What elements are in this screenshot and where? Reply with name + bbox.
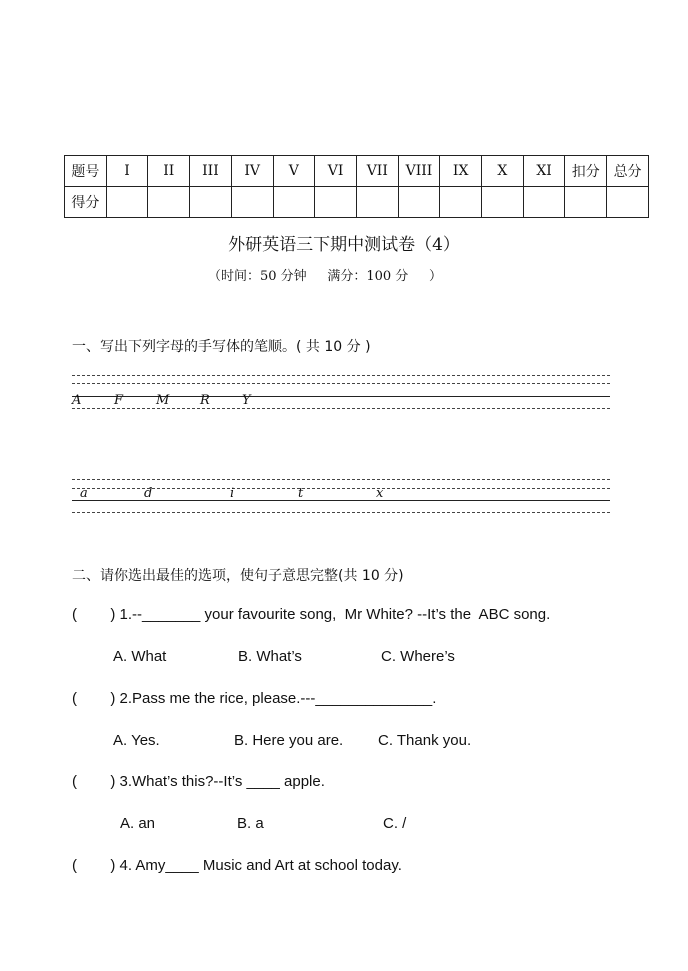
score-input-cell[interactable]	[523, 187, 565, 218]
letter-lower: x	[376, 486, 384, 501]
score-cell-total: 总分	[607, 156, 649, 187]
score-input-cell[interactable]	[148, 187, 190, 218]
score-input-cell[interactable]	[315, 187, 357, 218]
letter-lower: d	[144, 486, 153, 501]
question-4: ( ) 4. Amy____ Music and Art at school today.	[72, 857, 402, 874]
score-input-cell[interactable]	[106, 187, 148, 218]
score-cell-label: 题号	[65, 156, 107, 187]
option-b: B. Here you are.	[234, 732, 344, 749]
option-b: B. What’s	[238, 648, 302, 665]
score-input-cell[interactable]	[565, 187, 607, 218]
question-1: ( ) 1.--_______ your favourite song, Mr White? --It’s the ABC song.	[72, 606, 551, 623]
score-cell-header: IV	[231, 156, 273, 187]
guide-line	[72, 383, 610, 384]
score-cell-header: XI	[523, 156, 565, 187]
score-cell-header: X	[482, 156, 524, 187]
baseline	[72, 396, 610, 397]
score-input-cell[interactable]	[482, 187, 524, 218]
score-cell-header: III	[190, 156, 232, 187]
score-cell-header: VII	[356, 156, 398, 187]
score-cell-header: I	[106, 156, 148, 187]
guide-line	[72, 408, 610, 409]
page-subtitle: （时间：50 分钟 满分：100 分 ）	[208, 269, 442, 284]
score-cell-deduct: 扣分	[565, 156, 607, 187]
handwriting-lines-upper	[72, 375, 610, 411]
score-row-label: 得分	[65, 187, 107, 218]
guide-line	[72, 375, 610, 376]
letter-lower: i	[230, 486, 235, 501]
option-a: A. an	[120, 815, 156, 832]
letter-upper: M	[156, 393, 170, 408]
option-c: C. Thank you.	[378, 732, 472, 749]
letter-upper: A	[72, 393, 82, 408]
question-2: ( ) 2.Pass me the rice, please.---______________.	[72, 690, 437, 707]
letter-lower: a	[80, 486, 88, 501]
option-c: C. Where’s	[381, 648, 455, 665]
guide-line	[72, 512, 610, 513]
guide-line	[72, 488, 610, 489]
handwriting-lines-lower	[72, 479, 610, 515]
page-title: 外研英语三下期中测试卷（4）	[228, 235, 460, 255]
score-cell-header: VI	[315, 156, 357, 187]
score-cell-header: VIII	[398, 156, 440, 187]
guide-line	[72, 479, 610, 480]
score-input-cell[interactable]	[273, 187, 315, 218]
option-b: B. a	[237, 815, 264, 832]
letter-upper: Y	[242, 393, 251, 408]
score-table	[64, 155, 649, 218]
score-input-cell[interactable]	[398, 187, 440, 218]
question-3: ( ) 3.What’s this?--It’s ____ apple.	[72, 773, 325, 790]
score-table-header-row	[65, 156, 649, 187]
score-input-cell[interactable]	[440, 187, 482, 218]
letter-upper: R	[200, 393, 210, 408]
letter-upper: F	[114, 393, 124, 408]
score-cell-header: V	[273, 156, 315, 187]
baseline	[72, 500, 610, 501]
score-cell-header: IX	[440, 156, 482, 187]
score-input-cell[interactable]	[190, 187, 232, 218]
letter-lower: t	[298, 486, 304, 501]
score-input-cell[interactable]	[356, 187, 398, 218]
score-cell-header: II	[148, 156, 190, 187]
section1-heading: 一、写出下列字母的手写体的笔顺。( 共 10 分 )	[72, 339, 371, 355]
option-a: A. What	[113, 648, 167, 665]
score-input-cell[interactable]	[607, 187, 649, 218]
option-c: C. /	[383, 815, 407, 832]
score-input-cell[interactable]	[231, 187, 273, 218]
option-a: A. Yes.	[113, 732, 160, 749]
section2-heading: 二、请你选出最佳的选项，使句子意思完整(共 10 分)	[72, 568, 404, 584]
score-table-score-row	[65, 187, 649, 218]
